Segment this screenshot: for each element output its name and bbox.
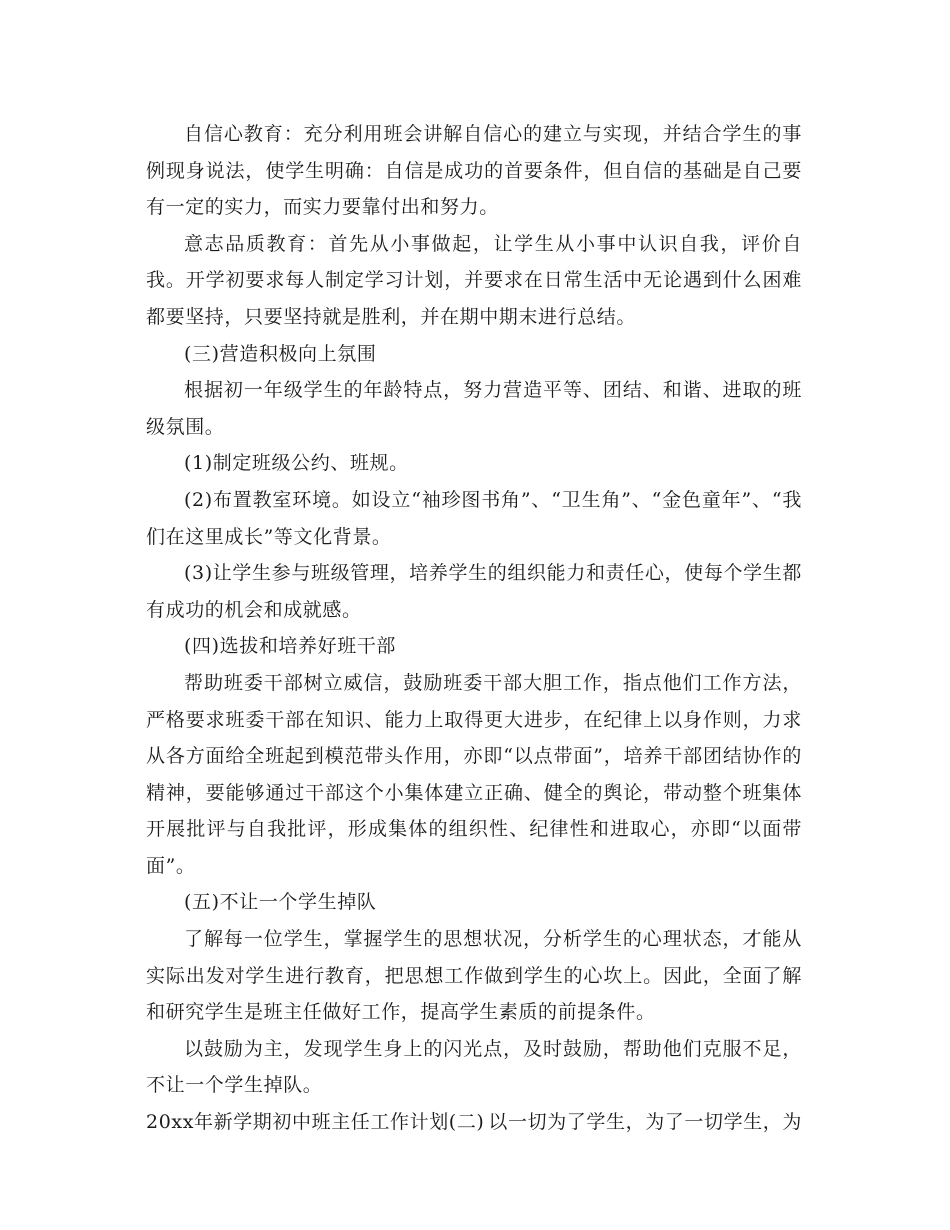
paragraph-willpower-education: 意志品质教育：首先从小事做起，让学生从小事中认识自我，评价自我。开学初要求每人制定学习计划，并要求在日常生活中无论遇到什么困难都要坚持，只要坚持就是胜利，并在期中期末进行总结。 (146, 232, 802, 328)
section-heading-5: (五)不让一个学生掉队 (184, 891, 377, 914)
paragraph-confidence-education: 自信心教育：充分利用班会讲解自信心的建立与实现，并结合学生的事例现身说法，使学生明确：自信是成功的首要条件，但自信的基础是自己要有一定的实力，而实力要靠付出和努力。 (146, 123, 802, 219)
list-item-3: (3)让学生参与班级管理，培养学生的组织能力和责任心，使每个学生都有成功的机会和成就感。 (146, 562, 802, 621)
section-heading-3: (三)营造积极向上氛围 (184, 342, 377, 365)
next-section-line (146, 1104, 802, 1141)
section-heading-4: (四)选拔和培养好班干部 (184, 635, 397, 658)
paragraph-class-atmosphere: 根据初一年级学生的年龄特点，努力营造平等、团结、和谐、进取的班级氛围。 (146, 379, 802, 438)
paragraph-class-cadres: 帮助班委干部树立威信，鼓励班委干部大胆工作，指点他们工作方法，严格要求班委干部在知识、能力上取得更大进步，在纪律上以身作则，力求从各方面给全班起到模范带头作用，亦即“以点带面”，培养干部团结协作的精神，要能够通过干部这个小集体建立正确、健全的舆论，带动整个班集体开展批评与自我批评，形成集体的组织性、纪律性和进取心，亦即“以面带面”。 (146, 671, 802, 877)
paragraph-understand-students: 了解每一位学生，掌握学生的思想状况，分析学生的心理状态，才能从实际出发对学生进行教育，把思想工作做到学生的心坎上。因此，全面了解和研究学生是班主任做好工作，提高学生素质的前提条件。 (146, 928, 802, 1024)
list-item-1: (1)制定班级公约、班规。 (184, 452, 409, 475)
next-section-continuation: 以一切为了学生，为了一切学生，为 (488, 1111, 802, 1134)
next-section-title: 20xx年新学期初中班主任工作计划(二) (146, 1111, 485, 1134)
document-body (146, 116, 802, 1141)
list-item-2: (2)布置教室环境。如设立“袖珍图书角”、“卫生角”、“金色童年”、“我们在这里成长”等文化背景。 (146, 488, 802, 548)
paragraph-encouragement: 以鼓励为主，发现学生身上的闪光点，及时鼓励，帮助他们克服不足，不让一个学生掉队。 (146, 1037, 802, 1097)
